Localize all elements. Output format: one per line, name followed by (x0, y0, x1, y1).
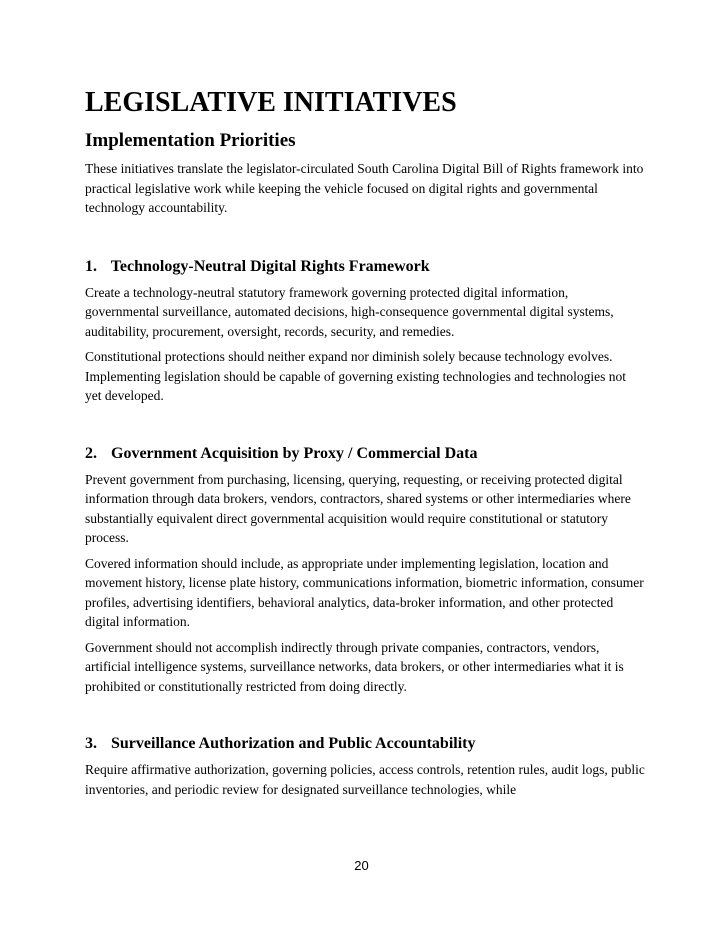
section-3 (85, 734, 645, 799)
section-paragraph: Require affirmative authorization, governing policies, access controls, retention rules, audit logs, public inventories, and periodic review for designated surveillance technologies, while (85, 762, 645, 797)
section-paragraph: Government should not accomplish indirectly through private companies, contractors, vendors, artificial intelligence systems, surveillance networks, data brokers, or other intermediaries what it is prohibited or constitutionally restricted from doing directly. (85, 639, 624, 694)
section-paragraph: Constitutional protections should neither expand nor diminish solely because technology evolves. Implementing legislation should be capable of governing existing technologies and technologies not yet developed. (85, 349, 627, 403)
section-heading (85, 734, 645, 754)
section-title: Technology-Neutral Digital Rights Framework (110, 257, 430, 275)
section-number: 3. (85, 735, 97, 752)
page-number: 20 (354, 858, 369, 873)
section-title: Government Acquisition by Proxy / Commercial Data (111, 444, 478, 462)
section-1 (85, 257, 645, 406)
section-title: Surveillance Authorization and Public Accountability (111, 735, 476, 752)
intro-paragraph: These initiatives translate the legislator-circulated South Carolina Digital Bill of Rights framework into practical legislative work while keeping the vehicle focused on digital rights and governmental technology accountability. (85, 161, 644, 215)
page-title: LEGISLATIVE INITIATIVES (85, 87, 457, 118)
document-page (85, 87, 645, 805)
section-heading (85, 444, 645, 464)
section-paragraph: Prevent government from purchasing, licensing, querying, requesting, or receiving protected digital information through data brokers, vendors, contractors, shared systems or other intermediaries where substantially equivalent direct governmental acquisition would require constitutional or statutory process. (85, 471, 631, 545)
section-paragraph: Create a technology-neutral statutory framework governing protected digital information, governmental surveillance, automated decisions, high-consequence governmental digital systems, auditability, procurement, oversight, records, security, and remedies. (85, 284, 614, 339)
section-number: 2. (85, 444, 97, 462)
page-subtitle: Implementation Priorities (85, 130, 296, 151)
section-paragraph: Covered information should include, as appropriate under implementing legislation, location and movement history, license plate history, communications information, biometric information, consumer profiles, advertising identifiers, behavioral analytics, data-broker information, and other protected digital information. (85, 555, 644, 629)
section-number: 1. (85, 257, 97, 275)
section-2 (85, 444, 645, 697)
section-heading (85, 257, 645, 277)
